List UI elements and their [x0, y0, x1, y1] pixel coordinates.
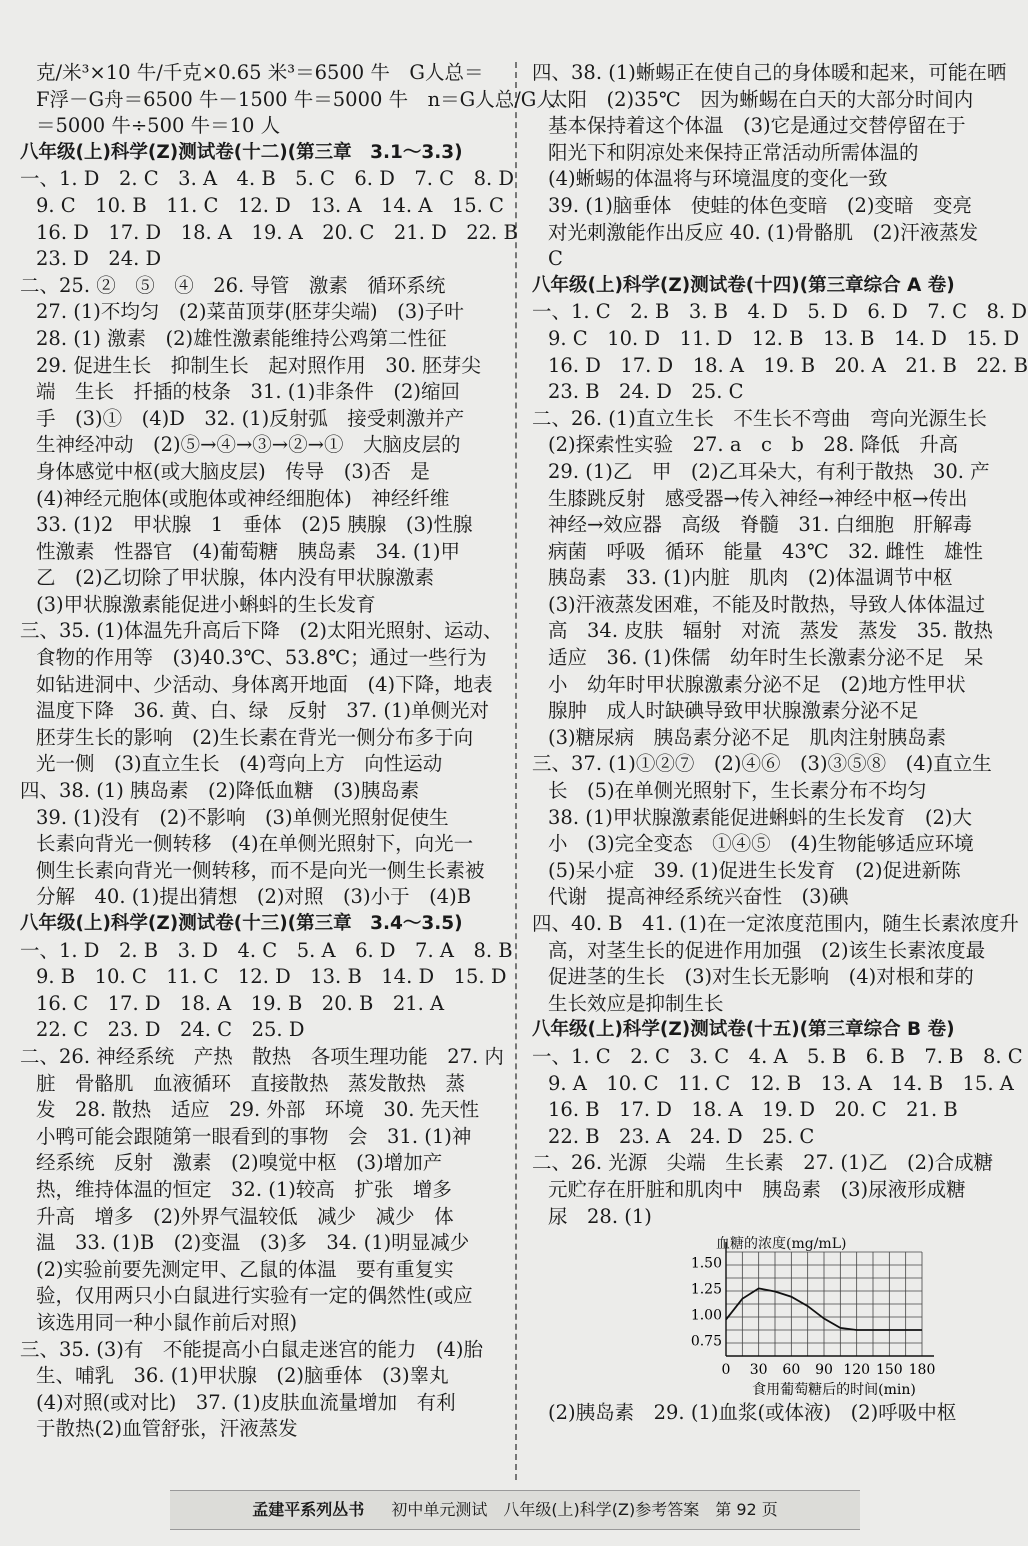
answer-line: (4)对照(或对比) 37. (1)皮肤血流量增加 有利 — [36, 1390, 456, 1414]
answer-line: 38. (1)甲状腺激素能促进蝌蚪的生长发育 (2)大 — [548, 805, 972, 829]
answer-line: 一、1. D 2. B 3. D 4. C 5. A 6. D 7. A 8. B — [20, 938, 513, 962]
answer-line: 二、25. ② ⑤ ④ 26. 导管 激素 循环系统 — [20, 273, 446, 297]
y-axis-title: 血糖的浓度(mg/mL) — [716, 1236, 847, 1253]
answer-line: 一、1. C 2. B 3. B 4. D 5. D 6. D 7. C 8. D — [532, 300, 1027, 324]
y-tick-label: 1.50 — [690, 1255, 722, 1272]
x-axis-title: 食用葡萄糖后的时间(min) — [752, 1382, 916, 1399]
answer-line: 乙 (2)乙切除了甲状腺，体内没有甲状腺激素 — [36, 566, 435, 590]
test-heading: 八年级(上)科学(Z)测试卷(十四)(第三章综合 A 卷) — [532, 274, 955, 296]
answer-line: 升高 增多 (2)外界气温较低 减少 减少 体 — [36, 1204, 454, 1228]
answer-line: (3)甲状腺激素能促进小蝌蚪的生长发育 — [36, 592, 376, 616]
right-column — [532, 60, 1028, 1427]
answer-line: 该选用同一种小鼠作前后对照) — [36, 1310, 298, 1334]
answer-line: 温度下降 36. 黄、白、绿 反射 37. (1)单侧光对 — [36, 699, 490, 723]
answer-line: 四、40. B 41. (1)在一定浓度范围内，随生长素浓度升 — [532, 912, 1019, 935]
answer-line: 16. D 17. D 18. A 19. B 20. A 21. B 22. B — [548, 353, 1028, 377]
answer-line: 病菌 呼吸 循环 能量 43℃ 32. 雌性 雄性 — [548, 539, 983, 563]
answer-line: 22. B 23. A 24. D 25. C — [548, 1124, 815, 1148]
answer-line: 四、38. (1)蜥蜴正在使自己的身体暖和起来，可能在晒 — [532, 61, 1007, 84]
answer-line: 23. B 24. D 25. C — [548, 380, 744, 404]
answer-line: 39. (1)脑垂体 使蛙的体色变暗 (2)变暗 变亮 — [548, 193, 972, 217]
x-tick-label: 180 — [908, 1362, 936, 1379]
answer-line: 分解 40. (1)提出猜想 (2)对照 (3)小于 (4)B — [36, 885, 472, 909]
test-heading: 八年级(上)科学(Z)测试卷(十五)(第三章综合 B 卷) — [532, 1019, 955, 1041]
left-column — [20, 60, 556, 1443]
answer-line: 生神经冲动 (2)⑤→④→③→②→① 大脑皮层的 — [36, 433, 461, 457]
answer-line: (2)胰岛素 29. (1)血浆(或体液) (2)呼吸中枢 — [548, 1401, 957, 1425]
right-column-bottom — [532, 1400, 1010, 1427]
answer-line: 9. C 10. D 11. D 12. B 13. B 14. D 15. D — [548, 326, 1020, 350]
answer-line: 一、1. D 2. C 3. A 4. B 5. C 6. D 7. C 8. D — [20, 167, 515, 191]
series-name: 孟建平系列丛书 — [252, 1500, 365, 1519]
answer-line: 小 幼年时甲状腺激素分泌不足 (2)地方性甲状 — [548, 672, 966, 696]
answer-line: 16. D 17. D 18. A 19. A 20. C 21. D 22. B — [36, 220, 518, 244]
answer-line: F浮－G舟＝6500 牛－1500 牛＝5000 牛 n＝G人总/G人 — [36, 87, 556, 111]
answer-line: 高 34. 皮肤 辐射 对流 蒸发 蒸发 35. 散热 — [548, 619, 993, 643]
answer-line: 小鸭可能会跟随第一眼看到的事物 会 31. (1)神 — [36, 1124, 472, 1148]
answer-line: 代谢 提高神经系统兴奋性 (3)碘 — [548, 885, 849, 909]
answer-line: 促进茎的生长 (3)对生长无影响 (4)对根和芽的 — [548, 965, 974, 989]
answer-line: 对光刺激能作出反应 40. (1)骨骼肌 (2)汗液蒸发 — [548, 220, 979, 244]
answer-line: 如钻进洞中、少活动、身体离开地面 (4)下降，地表 — [36, 672, 493, 696]
x-tick-label: 60 — [782, 1362, 801, 1379]
answer-line: 基本保持着这个体温 (3)它是通过交替停留在于 — [548, 114, 966, 138]
x-tick-label: 150 — [875, 1362, 903, 1379]
answer-line: 27. (1)不均匀 (2)菜苗顶芽(胚芽尖端) (3)子叶 — [36, 300, 464, 324]
answer-line: 9. A 10. C 11. C 12. B 13. A 14. B 15. A — [548, 1071, 1014, 1095]
blood-sugar-chart — [672, 1232, 972, 1400]
answer-line: 尿 28. (1) — [548, 1204, 652, 1228]
answer-line: 光一侧 (3)直立生长 (4)弯向上方 向性运动 — [36, 752, 443, 776]
footer-text: 初中单元测试 八年级(上)科学(Z)参考答案 第 92 页 — [391, 1500, 778, 1519]
answer-line: 侧生长素向背光一侧转移，而不是向光一侧生长素被 — [36, 858, 485, 882]
answer-line: 手 (3)① (4)D 32. (1)反射弧 接受刺激并产 — [36, 406, 465, 430]
answer-line: 温 33. (1)B (2)变温 (3)多 34. (1)明显减少 — [36, 1231, 470, 1255]
answer-line: 9. C 10. B 11. C 12. D 13. A 14. A 15. C — [36, 193, 504, 217]
answer-line: 端 生长 扦插的枝条 31. (1)非条件 (2)缩回 — [36, 380, 460, 404]
answer-line: (4)蜥蜴的体温将与环境温度的变化一致 — [548, 167, 888, 191]
answer-line: 生膝跳反射 感受器→传入神经→神经中枢→传出 — [548, 486, 968, 510]
answer-line: 长 (5)在单侧光照射下，生长素分布不均匀 — [548, 779, 927, 803]
answer-line: 三、37. (1)①②⑦ (2)④⑥ (3)③⑤⑧ (4)直立生 — [532, 752, 992, 776]
answer-line: 三、35. (3)有 不能提高小白鼠走迷宫的能力 (4)胎 — [20, 1337, 483, 1361]
answer-line: (4)神经元胞体(或胞体或神经细胞体) 神经纤维 — [36, 486, 450, 510]
answer-line: 元贮存在肝脏和肌肉中 胰岛素 (3)尿液形成糖 — [548, 1177, 966, 1201]
answer-line: 22. C 23. D 24. C 25. D — [36, 1018, 305, 1042]
answer-line: 9. B 10. C 11. C 12. D 13. B 14. D 15. D — [36, 965, 507, 989]
answer-line: 39. (1)没有 (2)不影响 (3)单侧光照射促使生 — [36, 805, 449, 829]
y-tick-label: 1.25 — [690, 1281, 722, 1298]
answer-line: 神经→效应器 高级 脊髓 31. 白细胞 肝解毒 — [548, 513, 973, 537]
answer-line: 16. C 17. D 18. A 19. B 20. B 21. A — [36, 991, 445, 1015]
answer-line: 适应 36. (1)侏儒 幼年时生长激素分泌不足 呆 — [548, 646, 984, 670]
answer-line: 脏 骨骼肌 血液循环 直接散热 蒸发散热 蒸 — [36, 1071, 466, 1095]
answer-line: 二、26. 神经系统 产热 散热 各项生理功能 27. 内 — [20, 1044, 504, 1068]
answer-line: 太阳 (2)35℃ 因为蜥蜴在白天的大部分时间内 — [548, 87, 974, 111]
x-tick-label: 90 — [815, 1362, 833, 1379]
answer-line: 阳光下和阴凉处来保持正常活动所需体温的 — [548, 140, 919, 164]
page-footer — [170, 1490, 860, 1530]
answer-line: 食物的作用等 (3)40.3℃、53.8℃；通过一些行为 — [36, 646, 487, 670]
answer-line: 克/米³×10 牛/千克×0.65 米³＝6500 牛 G人总＝ — [36, 61, 484, 84]
answer-line: (2)实验前要先测定甲、乙鼠的体温 要有重复实 — [36, 1257, 454, 1281]
answer-line: (2)探索性实验 27. a c b 28. 降低 升高 — [548, 433, 959, 457]
test-heading: 八年级(上)科学(Z)测试卷(十三)(第三章 3.4～3.5) — [20, 913, 463, 934]
answer-line: 身体感觉中枢(或大脑皮层) 传导 (3)否 是 — [36, 459, 430, 483]
answer-line: 验，仅用两只小白鼠进行实验有一定的偶然性(或应 — [36, 1284, 473, 1308]
answer-line: 28. (1) 激素 (2)雄性激素能维持公鸡第二性征 — [36, 326, 447, 350]
answer-line: 发 28. 散热 适应 29. 外部 环境 30. 先天性 — [36, 1098, 480, 1122]
test-heading: 八年级(上)科学(Z)测试卷(十二)(第三章 3.1～3.3) — [20, 141, 463, 163]
answer-line: 三、35. (1)体温先升高后下降 (2)太阳光照射、运动、 — [20, 619, 503, 643]
answer-line: 二、26. (1)直立生长 不生长不弯曲 弯向光源生长 — [532, 406, 987, 430]
answer-line: 于散热(2)血管舒张，汗液蒸发 — [36, 1417, 298, 1441]
answer-line: 热，维持体温的恒定 32. (1)较高 扩张 增多 — [36, 1177, 452, 1201]
answer-line: (5)呆小症 39. (1)促进生长发育 (2)促进新陈 — [548, 858, 961, 882]
y-tick-label: 1.00 — [690, 1307, 722, 1324]
answer-line: 29. (1)乙 甲 (2)乙耳朵大，有利于散热 30. 产 — [548, 459, 990, 483]
answer-line: 29. 促进生长 抑制生长 起对照作用 30. 胚芽尖 — [36, 353, 481, 377]
answer-line: 16. B 17. D 18. A 19. D 20. C 21. B — [548, 1098, 958, 1122]
answer-line: 一、1. C 2. C 3. C 4. A 5. B 6. B 7. B 8. C — [532, 1044, 1023, 1068]
right-column-top — [532, 60, 1028, 1230]
answer-line: 二、26. 光源 尖端 生长素 27. (1)乙 (2)合成糖 — [532, 1151, 994, 1175]
answer-line: 长素向背光一侧转移 (4)在单侧光照射下，向光一 — [36, 832, 474, 856]
answer-line: 性激素 性器官 (4)葡萄糖 胰岛素 34. (1)甲 — [36, 539, 460, 563]
answer-line: 四、38. (1) 胰岛素 (2)降低血糖 (3)胰岛素 — [20, 779, 420, 803]
answer-line: ＝5000 牛÷500 牛＝10 人 — [36, 114, 281, 138]
x-tick-label: 30 — [749, 1362, 768, 1379]
answer-line: 胚芽生长的影响 (2)生长素在背光一侧分布多于向 — [36, 725, 474, 749]
answer-line: C — [548, 247, 563, 271]
answer-line: 生、哺乳 36. (1)甲状腺 (2)脑垂体 (3)睾丸 — [36, 1364, 449, 1388]
answer-line: (3)糖尿病 胰岛素分泌不足 肌肉注射胰岛素 — [548, 725, 947, 749]
y-tick-label: 0.75 — [690, 1333, 722, 1350]
x-tick-label: 0 — [721, 1362, 731, 1379]
answer-line: 胰岛素 33. (1)内脏 肌肉 (2)体温调节中枢 — [548, 566, 953, 590]
blood-sugar-graph — [672, 1232, 972, 1400]
answer-line: 33. (1)2 甲状腺 1 垂体 (2)5 胰腺 (3)性腺 — [36, 513, 473, 537]
column-divider — [515, 62, 517, 1480]
answer-line: 经系统 反射 激素 (2)嗅觉中枢 (3)增加产 — [36, 1151, 443, 1175]
answer-line: 高，对茎生长的促进作用加强 (2)该生长素浓度最 — [548, 938, 986, 962]
x-tick-label: 120 — [843, 1362, 871, 1379]
answer-line: (3)汗液蒸发困难，不能及时散热，导致人体体温过 — [548, 592, 986, 616]
answer-line: 23. D 24. D — [36, 247, 162, 271]
answer-line: 生长效应是抑制生长 — [548, 991, 724, 1015]
answer-line: 腺肿 成人时缺碘导致甲状腺激素分泌不足 — [548, 699, 919, 723]
answer-line: 小 (3)完全变态 ①④⑤ (4)生物能够适应环境 — [548, 832, 974, 856]
